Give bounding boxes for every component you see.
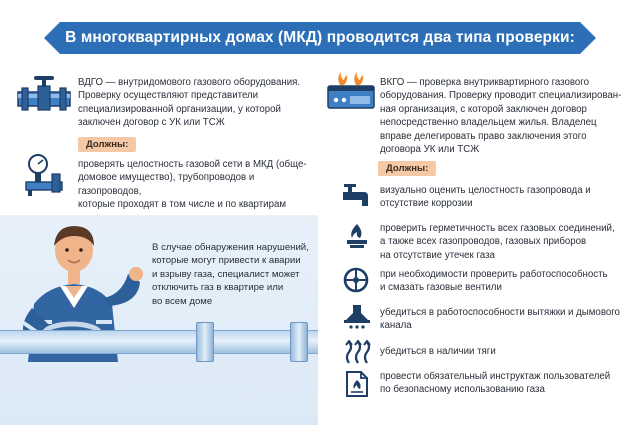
text-line: домовое имущество), трубопроводов и газопроводов, [78, 172, 255, 197]
text-line: Проверку осуществляют представители [78, 90, 259, 102]
duty-item [380, 268, 638, 295]
vkgo-description [380, 76, 638, 156]
pressure-gauge-icon [22, 152, 66, 196]
text-line: ВКГО — проверка внутриквартирного газового [380, 77, 590, 88]
text-line: по безопасному использованию газа [380, 384, 545, 396]
valve-wheel-icon [342, 266, 370, 294]
text-line: проверять целостность газовой сети в МКД (обще- [78, 159, 307, 170]
pipe-valve-icon [16, 74, 72, 118]
text-line: отключить газ в квартире или [152, 282, 284, 294]
pipe-flange [290, 322, 308, 362]
text-line: проверить герметичность всех газовых соединений, [380, 223, 615, 234]
vdgo-description [78, 76, 318, 130]
must-badge-right: Должны: [378, 161, 436, 176]
must-badge-left: Должны: [78, 137, 136, 152]
faucet-icon [342, 184, 370, 210]
text-line: которые проходят в том числе и по квартирам [78, 199, 287, 211]
instruction-icon [344, 370, 370, 398]
text-line: ная организация, с которой заключен договор [380, 103, 587, 115]
gas-stove-icon [326, 70, 376, 112]
text-line: визуально оценить целостность газопровода и [380, 185, 591, 196]
text-line: а также всех газопроводов, газовых приборов [380, 236, 587, 248]
text-line: ВДГО — внутридомового газового оборудования. [78, 77, 301, 88]
text-line: В случае обнаружения нарушений, [152, 242, 309, 253]
text-line: при необходимости проверить работоспособность [380, 269, 608, 280]
gas-flame-icon [344, 222, 370, 250]
duty-item [380, 345, 638, 358]
text-line: специализированной организации, у которой [78, 103, 281, 115]
text-line: непосредственно владельцем жилья. Владелец [380, 117, 597, 129]
gas-pipe [0, 330, 318, 354]
banner-left-arrow [44, 22, 60, 54]
text-line: заключен договор с УК или ТСЖ [78, 117, 225, 129]
text-line: и взрыву газа, специалист может [152, 268, 300, 280]
duty-item [380, 184, 638, 211]
text-line: убедиться в наличии тяги [380, 346, 496, 357]
text-line: убедиться в работоспособности вытяжки и дымового [380, 307, 620, 318]
text-line: отсутствие коррозии [380, 198, 473, 210]
text-line: на отсутствие утечек газа [380, 249, 495, 261]
duty-item [380, 222, 638, 262]
hood-icon [342, 304, 372, 330]
text-line: во всем доме [152, 295, 213, 307]
text-line: оборудования. Проверку проводит специализирован- [380, 90, 622, 102]
pipe-flange [196, 322, 214, 362]
banner-right-arrow [580, 22, 596, 54]
duty-item [380, 370, 638, 397]
text-line: которые могут привести к аварии [152, 255, 301, 267]
vdgo-duty [78, 158, 318, 212]
text-line: провести обязательный инструктаж пользователей [380, 371, 611, 382]
text-line: и смазать газовые вентили [380, 282, 502, 294]
text-line: канала [380, 320, 412, 332]
draft-icon [344, 340, 372, 364]
warning-text [152, 241, 318, 308]
text-line: вправе делегировать право заключения этого [380, 130, 587, 142]
page-title: В многоквартирных домах (МКД) проводится два типа проверки: [65, 29, 575, 46]
duty-item [380, 306, 638, 333]
text-line: договора УК или ТСЖ [380, 144, 480, 156]
